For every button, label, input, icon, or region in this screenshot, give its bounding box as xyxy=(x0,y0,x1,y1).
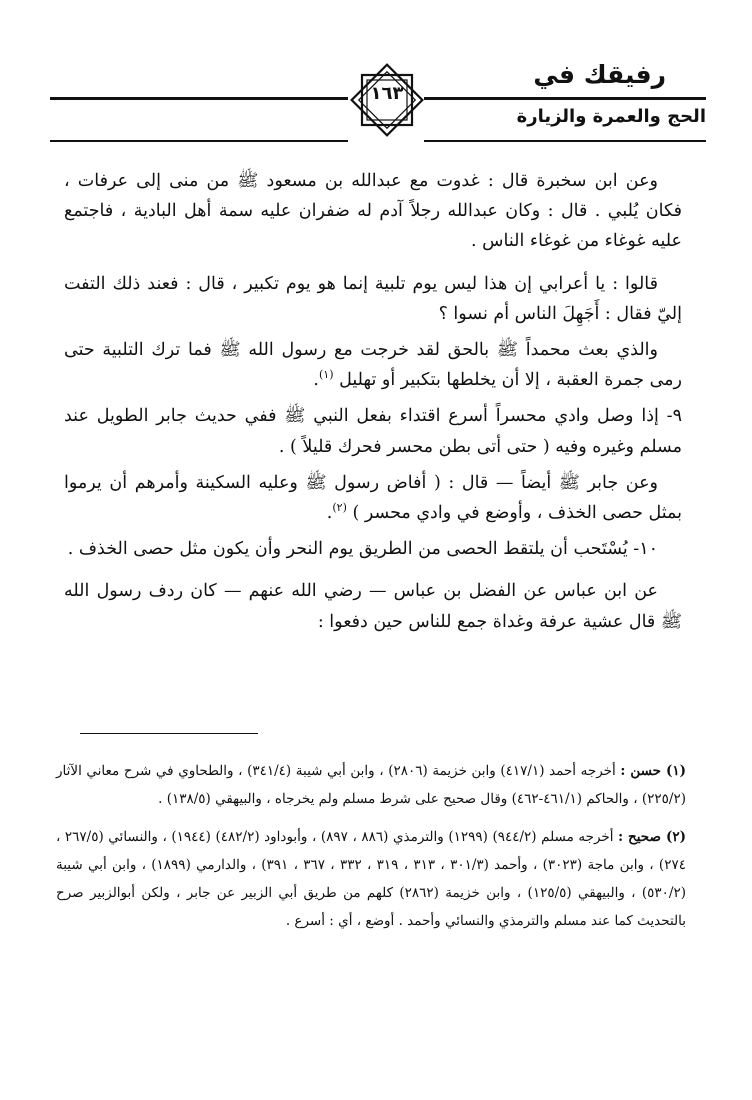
header-rule-top-right xyxy=(424,97,706,100)
header-rule-bottom-left xyxy=(50,140,348,142)
footnote-ref-2[interactable]: (٢) xyxy=(332,501,347,515)
paragraph-bedouin-question: قالوا : يا أعرابي إن هذا ليس يوم تلبية إنما هو يوم تكبير ، قال : فعند ذلك التفت إليّ فقال : أَجَهِلَ الناس أم نسوا ؟ xyxy=(64,273,682,324)
footnote-1-label: (١) حسن : xyxy=(620,763,687,779)
footnote-1-text: أخرجه أحمد (٤١٧/١) وابن خزيمة (٢٨٠٦) ، وابن أبي شيبة (٣٤١/٤) ، والطحاوي في شرح معاني الآثار (٢٢٥/٢) ، والحاكم (٤٦١/١-٤٦٢) وقال صحيح على شرط مسلم ولم يخرجاه ، والبيهقي (١٣٨/٥) . xyxy=(56,763,686,807)
paragraph-jabir xyxy=(64,468,682,528)
footnote-ref-1[interactable]: (١) xyxy=(318,368,334,382)
paragraph-pebbles: ١٠- يُسْتَحب أن يلتقط الحصى من الطريق يوم النحر وأن يكون مثل حصى الخذف . xyxy=(67,539,658,560)
paragraph-talbiya-text: والذي بعث محمداً ﷺ بالحق لقد خرجت مع رسول الله ﷺ فما ترك التلبية حتى رمى جمرة العقبة ، إلا أن يخلطها بتكبير أو تهليل xyxy=(64,340,682,391)
page-number: ١٦٣ xyxy=(370,83,404,104)
footnote-2-text: أخرجه مسلم (٩٤٤/٢) (١٢٩٩) والترمذي (٨٨٦ ، ٨٩٧) ، وأبوداود (٤٨٢/٢) (١٩٤٤) ، والنسائي (٢٦٧/٥ ، ٢٧٤) ، وابن ماجة (٣٠٢٣) ، وأحمد (٣٠١/٣ ، ٣١٣ ، ٣١٩ ، ٣٣٢ ، ٣٦٧ ، ٣٩١) ، والدارمي (١٨٩٩) ، وابن أبي شيبة (٥٣٠/٢) ، والبيهقي (١٢٥/٥) ، وابن خزيمة (٢٨٦٢) كلهم من طريق أبي الزبير عن جابر ، ولكن أبوالزبير صرح بالتحديث كما عند مسلم والترمذي والنسائي وأحمد . أوضع ، أي : أسرع . xyxy=(56,829,686,929)
paragraph-jabir-end: . xyxy=(326,503,333,524)
header-rule-top-left xyxy=(50,97,348,100)
footnote-2-label: (٢) صحيح : xyxy=(618,829,686,845)
paragraph-talbiya xyxy=(64,335,682,395)
footnotes xyxy=(56,757,686,945)
paragraph-ibn-sakhbara: وعن ابن سخبرة قال : غدوت مع عبدالله بن مسعود ﷺ من منى إلى عرفات ، فكان يُلبي . قال : وكان عبدالله رجلاً آدم له ضفران عليه سمة أهل البادية ، فاجتمع عليه غوغاء من غوغاء الناس . xyxy=(64,171,682,252)
footnote-1 xyxy=(56,757,686,813)
footnote-separator xyxy=(80,733,258,734)
page-number-emblem xyxy=(348,61,426,139)
paragraph-talbiya-end: . xyxy=(313,370,319,391)
main-text xyxy=(64,166,682,643)
paragraph-wadi-muhassir: ٩- إذا وصل وادي محسراً أسرع اقتداء بفعل النبي ﷺ ففي حديث جابر الطويل عند مسلم وغيره وفيه ( حتى أتى بطن محسر فحرك قليلاً ) . xyxy=(64,406,682,457)
header-rule-bottom-right xyxy=(424,140,706,142)
running-header-title: رفيقك في xyxy=(533,60,666,89)
footnote-2 xyxy=(56,823,686,935)
paragraph-ibn-abbas: عن ابن عباس عن الفضل بن عباس — رضي الله عنهم — كان ردف رسول الله ﷺ قال عشية عرفة وغداة جمع للناس حين دفعوا : xyxy=(64,581,682,632)
running-header-subtitle: الحج والعمرة والزيارة xyxy=(516,106,706,127)
paragraph-jabir-text: وعن جابر ﷺ أيضاً — قال : ( أفاض رسول ﷺ وعليه السكينة وأمرهم أن يرموا بمثل حصى الخذف ، وأوضع في وادي محسر ) xyxy=(64,472,682,524)
